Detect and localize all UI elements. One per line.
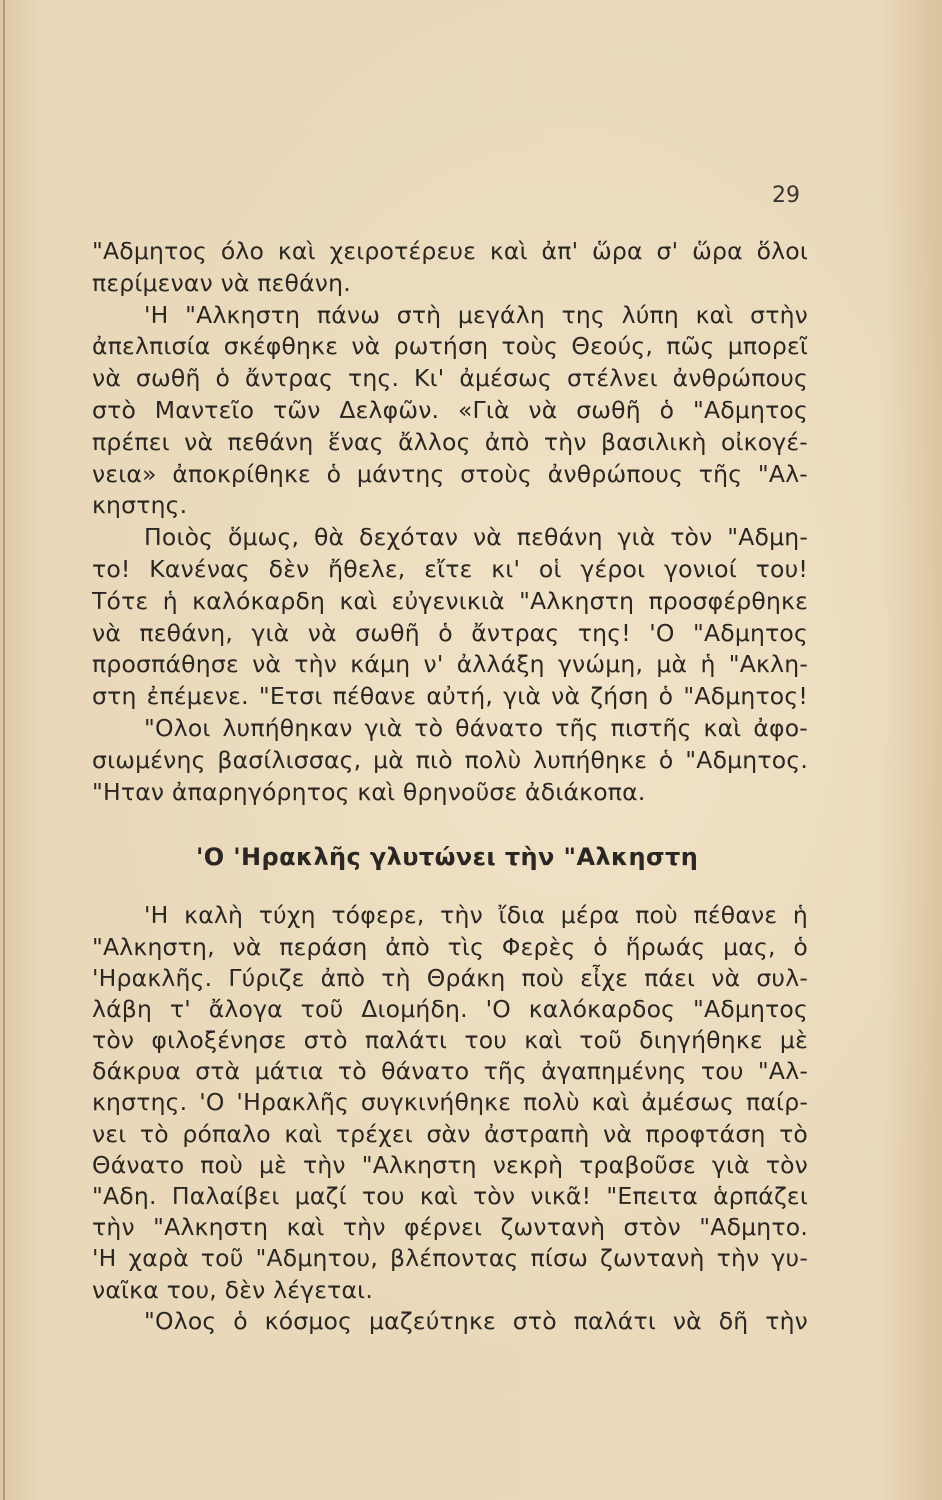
- text-line: λάβη τ' ἄλογα τοῦ Διομήδη. 'Ο καλόκαρδος "Αδμητος: [92, 994, 808, 1023]
- text-line: "Αλκηστη, νὰ περάση ἀπὸ τὶς Φερὲς ὁ ἥρωάς μας, ὁ: [92, 932, 808, 961]
- text-line: πρέπει νὰ πεθάνη ἕνας ἄλλος ἀπὸ τὴν βασιλικὴ οἰκογέ-: [92, 427, 808, 456]
- text-line: σιωμένης βασίλισσας, μὰ πιὸ πολὺ λυπήθηκε ὁ "Αδμητος.: [92, 745, 808, 774]
- text-line: τὸν φιλοξένησε στὸ παλάτι του καὶ τοῦ διηγήθηκε μὲ: [92, 1026, 808, 1055]
- body-text: [92, 236, 808, 1337]
- text-line: 'Ηρακλῆς. Γύριζε ἀπὸ τὴ Θράκη ποὺ εἶχε πάει νὰ συλ-: [92, 963, 808, 992]
- page-edge-line: [3, 0, 5, 1500]
- section-heading: 'Ο 'Ηρακλῆς γλυτώνει τὴν "Αλκηστη: [196, 843, 699, 872]
- page-number: 29: [772, 183, 800, 208]
- text-line: 'Η χαρὰ τοῦ "Αδμητου, βλέποντας πίσω ζωντανὴ τὴν γυ-: [92, 1244, 808, 1273]
- section-1: [92, 236, 808, 808]
- text-line: κηστης. 'Ο 'Ηρακλῆς συγκινήθηκε πολὺ καὶ ἀμέσως παίρ-: [92, 1088, 808, 1117]
- text-line: 'Η "Αλκηστη πάνω στὴ μεγάλη της λύπη καὶ στὴν: [144, 300, 808, 329]
- text-line: νει τὸ ρόπαλο καὶ τρέχει σὰν ἀστραπὴ νὰ προφτάση τὸ: [92, 1119, 808, 1148]
- text-line: ναῖκα του, δὲν λέγεται.: [92, 1275, 374, 1304]
- text-line: Θάνατο ποὺ μὲ τὴν "Αλκηστη νεκρὴ τραβοῦσε γιὰ τὸν: [92, 1150, 808, 1179]
- text-line: "Ηταν ἀπαρηγόρητος καὶ θρηνοῦσε ἀδιάκοπα.: [92, 777, 646, 806]
- text-line: "Ολοι λυπήθηκαν γιὰ τὸ θάνατο τῆς πιστῆς καὶ ἀφο-: [144, 713, 808, 742]
- text-line: δάκρυα στὰ μάτια τὸ θάνατο τῆς ἀγαπημένης του "Αλ-: [92, 1057, 808, 1086]
- text-line: περίμεναν νὰ πεθάνη.: [92, 268, 351, 297]
- text-line: κηστης.: [92, 491, 188, 520]
- text-line: νὰ πεθάνη, γιὰ νὰ σωθῆ ὁ ἄντρας της! 'Ο "Αδμητος: [92, 618, 808, 647]
- text-line: νεια» ἀποκρίθηκε ὁ μάντης στοὺς ἀνθρώπους τῆς "Αλ-: [92, 459, 808, 488]
- text-line: 'Η καλὴ τύχη τόφερε, τὴν ἴδια μέρα ποὺ πέθανε ἡ: [144, 901, 808, 930]
- text-line: νὰ σωθῆ ὁ ἄντρας της. Κι' ἀμέσως στέλνει ἀνθρώπους: [92, 364, 808, 393]
- text-line: στη ἐπέμενε. "Ετσι πέθανε αὐτή, γιὰ νὰ ζήση ὁ "Αδμητος!: [92, 682, 808, 711]
- text-line: τὴν "Αλκηστη καὶ τὴν φέρνει ζωντανὴ στὸν "Αδμητο.: [92, 1213, 808, 1242]
- text-line: Ποιὸς ὅμως, θὰ δεχόταν νὰ πεθάνη γιὰ τὸν "Αδμη-: [144, 523, 808, 552]
- section-2: [92, 900, 808, 1337]
- text-line: στὸ Μαντεῖο τῶν Δελφῶν. «Γιὰ νὰ σωθῆ ὁ "Αδμητος: [92, 395, 808, 424]
- text-line: "Αδμητος όλο καὶ χειροτέρευε καὶ ἀπ' ὥρα σ' ὥρα ὅλοι: [92, 237, 808, 265]
- text-line: προσπάθησε νὰ τὴν κάμη ν' ἀλλάξη γνώμη, μὰ ἡ "Ακλη-: [92, 650, 808, 679]
- text-line: το! Κανένας δὲν ἤθελε, εἴτε κι' οἱ γέροι γονιοί του!: [92, 554, 808, 583]
- text-line: "Αδη. Παλαίβει μαζί του καὶ τὸν νικᾶ! "Επειτα ἁρπάζει: [92, 1182, 808, 1211]
- text-line: Τότε ἡ καλόκαρδη καὶ εὐγενικιὰ "Αλκηστη προσφέρθηκε: [92, 586, 808, 615]
- text-line: ἀπελπισία σκέφθηκε νὰ ρωτήση τοὺς Θεούς, πῶς μπορεῖ: [92, 332, 808, 361]
- text-line: "Ολος ὁ κόσμος μαζεύτηκε στὸ παλάτι νὰ δῆ τὴν: [144, 1306, 808, 1335]
